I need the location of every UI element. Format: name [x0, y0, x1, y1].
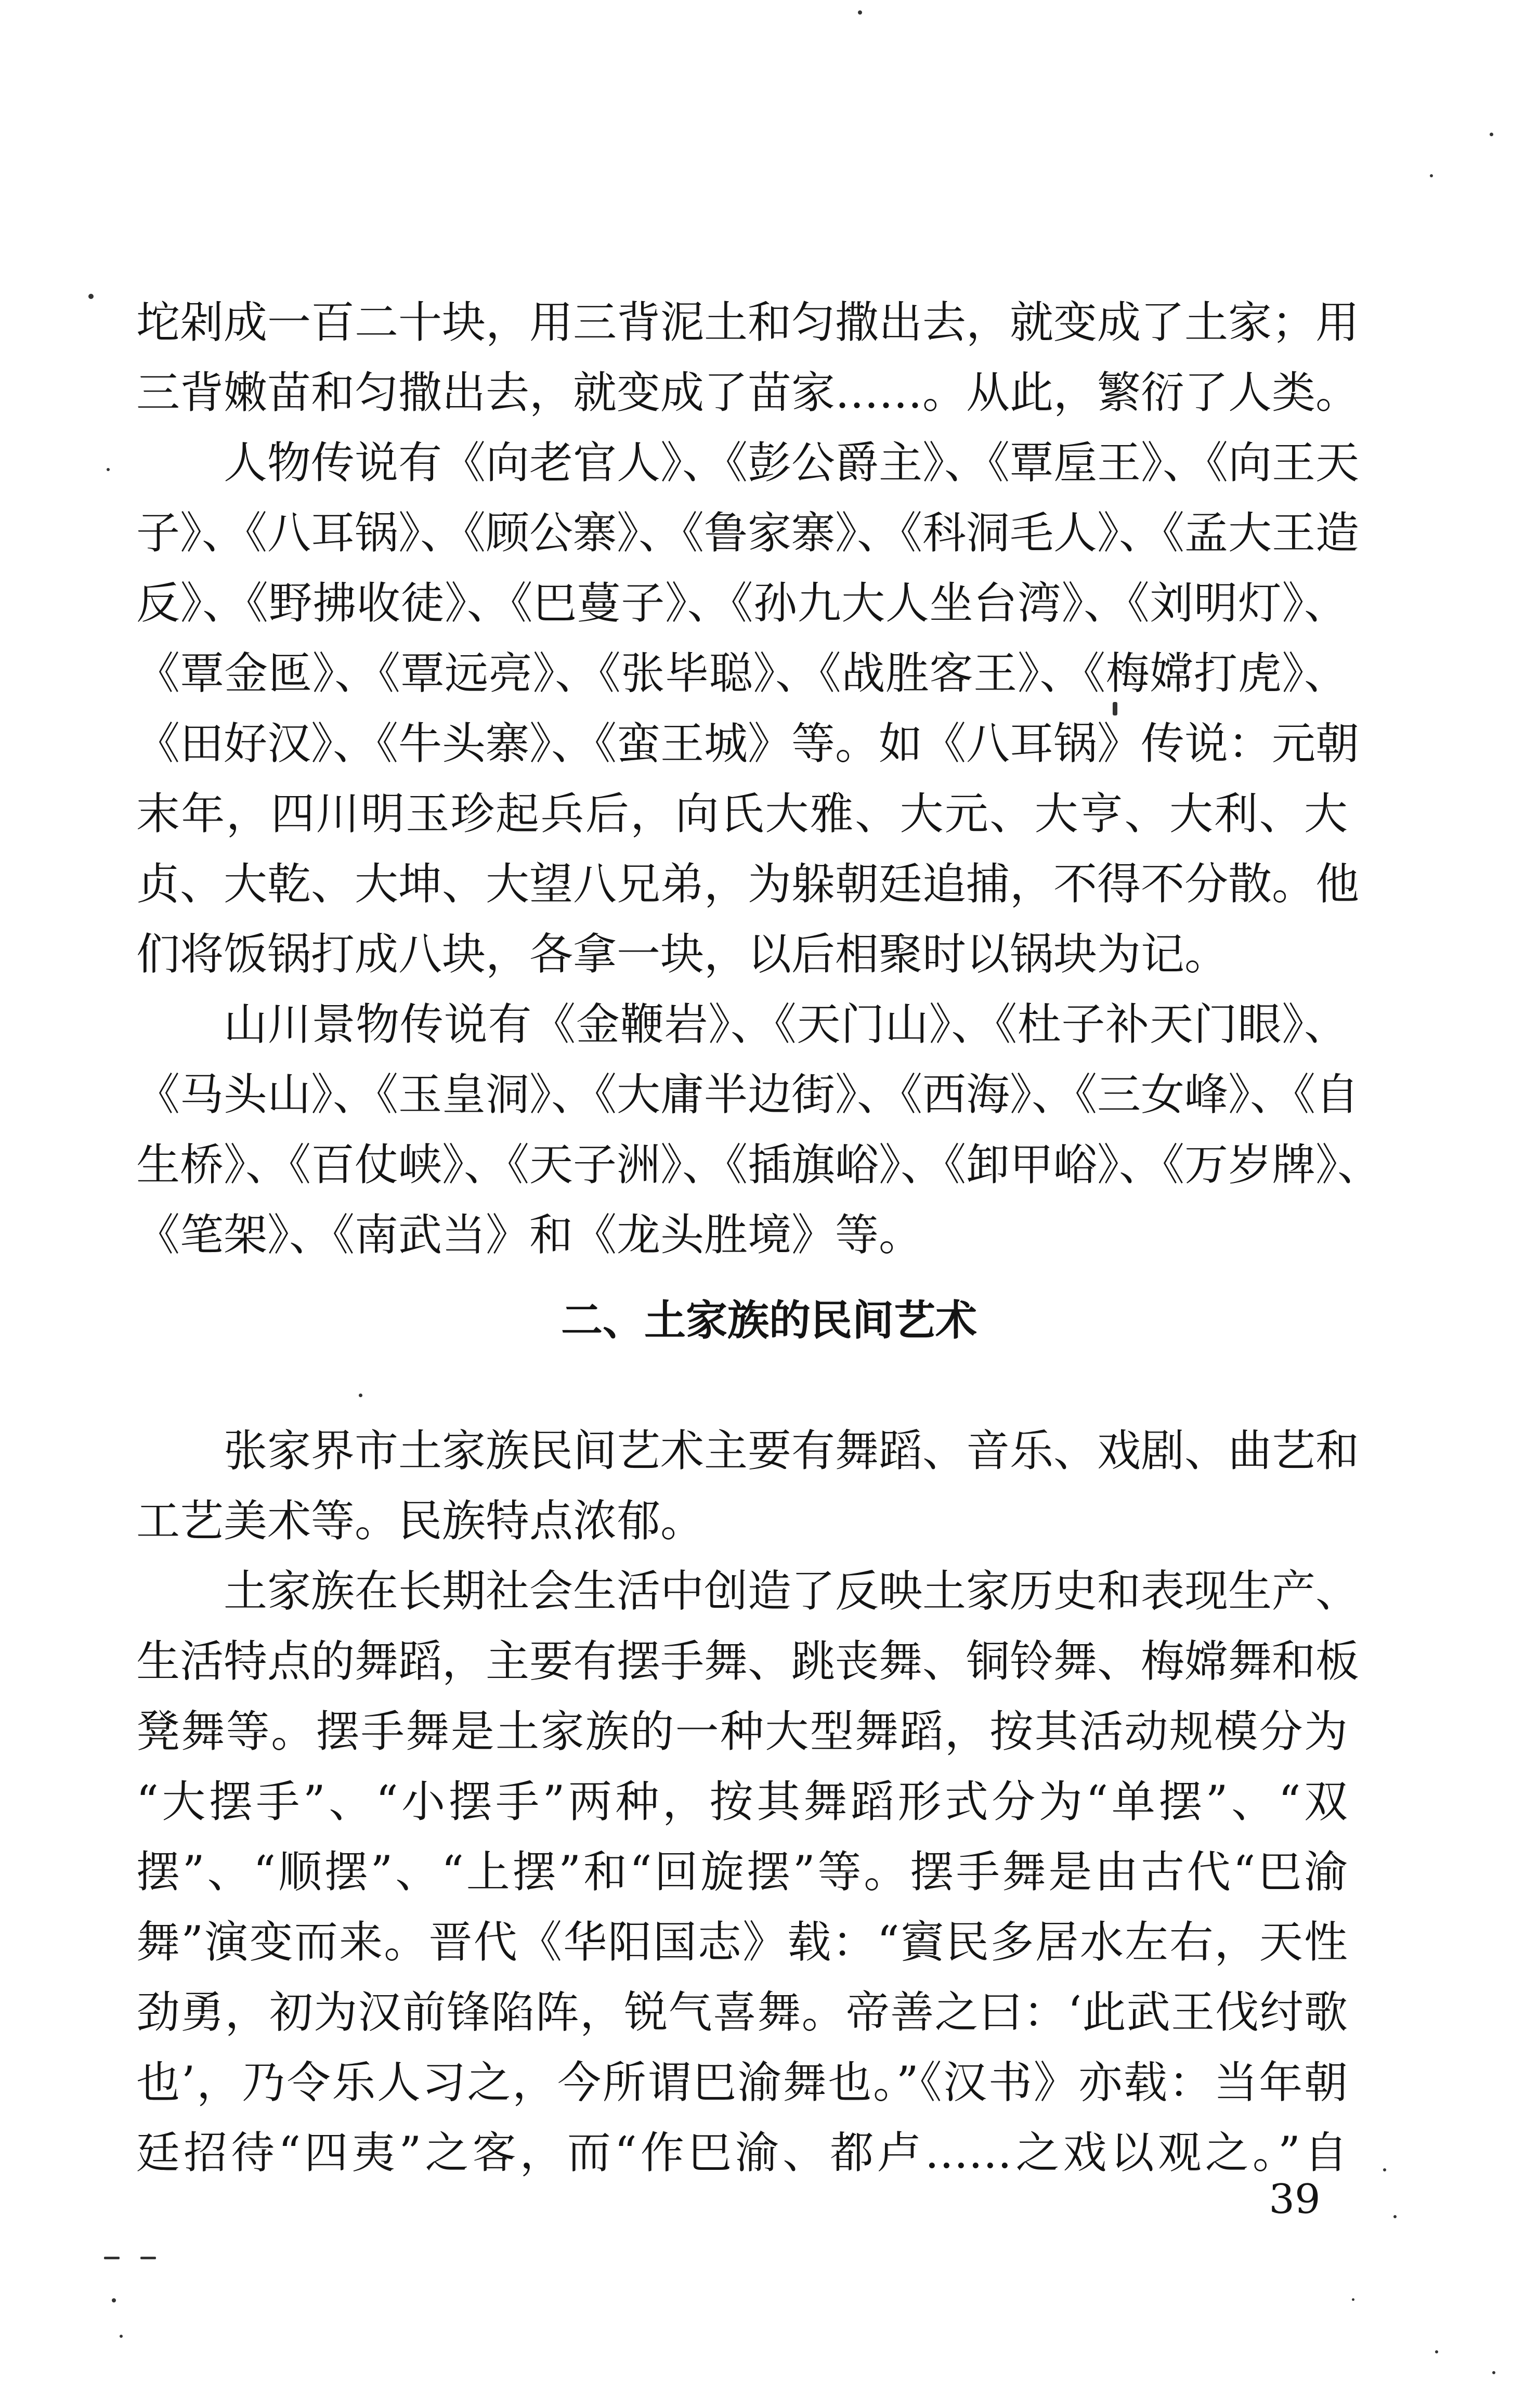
scan-speck [1113, 702, 1117, 715]
text-line: 人物传说有《向老官人》、《彭公爵主》、《覃垕王》、《向王天 [224, 437, 1360, 488]
scan-speck [1490, 133, 1493, 136]
scan-speck [1393, 2215, 1397, 2218]
text-line: 土家族在长期社会生活中创造了反映土家历史和表现生产、 [224, 1566, 1360, 1617]
text-line: “大摆手”、“小摆手”两种，按其舞蹈形式分为“单摆”、“双 [136, 1776, 1348, 1827]
text-line: 生桥》、《百仗峡》、《天子洲》、《插旗峪》、《卸甲峪》、《万岁牌》、 [136, 1139, 1381, 1190]
scan-speck [858, 10, 862, 15]
text-line: 子》、《八耳锅》、《顾公寨》、《鲁家寨》、《科洞毛人》、《孟大王造 [136, 507, 1360, 558]
text-line: 反》、《野拂收徒》、《巴蔓子》、《孙九大人坐台湾》、《刘明灯》、 [136, 578, 1348, 629]
text-line: 山川景物传说有《金鞭岩》、《天门山》、《杜子补天门眼》、 [224, 999, 1348, 1050]
text-line: 《笔架》、《南武当》和《龙头胜境》等。 [136, 1209, 923, 1260]
text-line: 舞”演变而来。晋代《华阳国志》载：“賨民多居水左右，天性 [136, 1917, 1348, 1968]
scan-speck [107, 468, 110, 471]
text-line: 坨剁成一百二十块，用三背泥土和匀撒出去，就变成了土家；用 [136, 297, 1360, 348]
scan-speck [120, 2335, 123, 2338]
text-line: 《马头山》、《玉皇洞》、《大庸半边街》、《西海》、《三女峰》、《自 [136, 1069, 1360, 1120]
text-line: 张家界市土家族民间艺术主要有舞蹈、音乐、戏剧、曲艺和 [224, 1425, 1360, 1476]
scan-speck [359, 1394, 362, 1397]
text-line: 末年，四川明玉珍起兵后，向氏大雅、大元、大亨、大利、大 [136, 788, 1348, 839]
scan-speck [88, 294, 94, 299]
section-heading: 二、土家族的民间艺术 [561, 1296, 977, 1345]
text-line: 《田好汉》、《牛头寨》、《蛮王城》等。如《八耳锅》传说：元朝 [136, 718, 1360, 769]
text-line: 《覃金匜》、《覃远亮》、《张毕聪》、《战胜客王》、《梅嫦打虎》、 [136, 648, 1348, 699]
scan-speck [1383, 2168, 1386, 2171]
scan-speck [112, 2298, 116, 2302]
text-line: 们将饭锅打成八块，各拿一块，以后相聚时以锅块为记。 [136, 929, 1229, 980]
text-line: 贞、大乾、大坤、大望八兄弟，为躲朝廷追捕，不得不分散。他 [136, 858, 1360, 909]
scan-speck [1430, 174, 1433, 177]
text-line: 劲勇，初为汉前锋陷阵，锐气喜舞。帝善之曰：‘此武王伐纣歌 [136, 1987, 1348, 2038]
text-line: 凳舞等。摆手舞是土家族的一种大型舞蹈，按其活动规模分为 [136, 1706, 1348, 1757]
text-line: 生活特点的舞蹈，主要有摆手舞、跳丧舞、铜铃舞、梅嫦舞和板 [136, 1636, 1360, 1687]
scan-speck [140, 2257, 156, 2259]
page-number: 39 [1269, 2176, 1321, 2223]
scan-speck [1492, 2371, 1495, 2374]
scan-speck [1352, 2298, 1354, 2301]
scan-speck [104, 2257, 120, 2259]
text-line: 摆”、“顺摆”、“上摆”和“回旋摆”等。摆手舞是由古代“巴渝 [136, 1846, 1348, 1897]
text-line: 工艺美术等。民族特点浓郁。 [136, 1495, 705, 1546]
text-line: 也’，乃令乐人习之，今所谓巴渝舞也。”《汉书》亦载：当年朝 [136, 2057, 1348, 2108]
text-line: 廷招待“四夷”之客，而“作巴渝、都卢……之戏以观之。”自 [136, 2127, 1348, 2178]
text-line: 三背嫩苗和匀撒出去，就变成了苗家……。从此，繁衍了人类。 [136, 367, 1360, 418]
scan-speck [1435, 2350, 1438, 2353]
